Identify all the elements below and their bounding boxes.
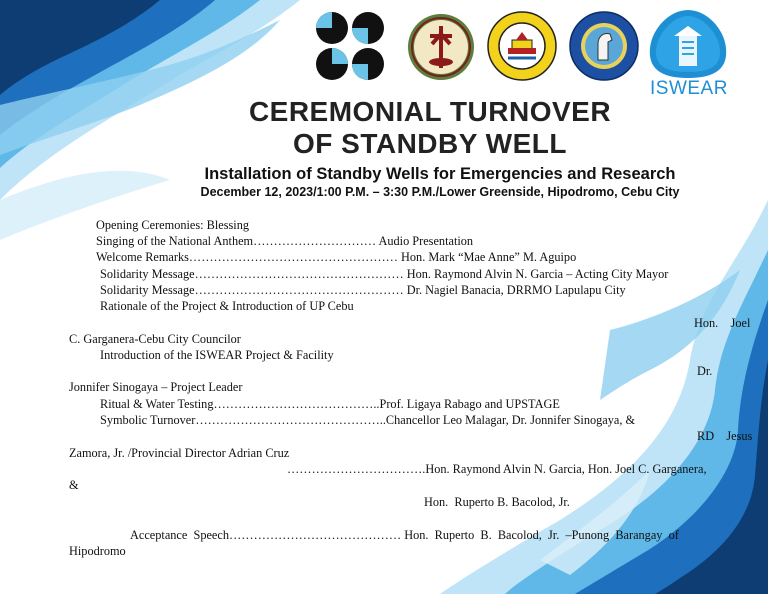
program-item-solidarity-1: Solidarity Message…………………………………………… Hon. Raymond Alvin N. Garcia – Acting City Mayor [100, 267, 669, 281]
program-speaker-turnover-d: …………………………….Hon. Raymond Alvin N. Garcia, Hon. Joel C. Garganera, [287, 462, 707, 476]
program-speaker-intro-a: Dr. [697, 364, 713, 378]
page-title-line-1: CEREMONIAL TURNOVER [248, 96, 612, 127]
program-speaker-turnover-c: Zamora, Jr. /Provincial Director Adrian Cruz [69, 446, 290, 460]
program-item-opening: Opening Ceremonies: Blessing [96, 218, 250, 232]
page-title-line-2: OF STANDBY WELL [292, 128, 567, 159]
program-item-acceptance: Acceptance Speech…………………………………… Hon. Ruperto B. Bacolod, Jr. –Punong Barangay of [130, 528, 679, 542]
program-speaker-turnover-b: RD Jesus [697, 429, 753, 443]
event-subtitle: Installation of Standby Wells for Emergencies and Research [204, 165, 676, 183]
program-speaker-acceptance-b: Hipodromo [69, 544, 126, 558]
program-speaker-turnover-e: & [69, 478, 79, 492]
iswear-label: ISWEAR [650, 78, 728, 99]
program-item-ritual: Ritual & Water Testing…………………………………..Prof. Ligaya Rabago and UPSTAGE [100, 397, 560, 411]
program-item-anthem: Singing of the National Anthem………………………… Audio Presentation [96, 234, 474, 248]
program-speaker-rationale-a: Hon. Joel [694, 316, 751, 330]
program-speaker-intro-b: Jonnifer Sinogaya – Project Leader [69, 380, 243, 394]
event-dateline: December 12, 2023/1:00 P.M. – 3:30 P.M./Lower Greenside, Hipodromo, Cebu City [200, 185, 680, 199]
program-item-welcome: Welcome Remarks…………………………………………… Hon. Mark “Mae Anne” M. Aguipo [96, 250, 577, 264]
program-item-solidarity-2: Solidarity Message…………………………………………… Dr. Nagiel Banacia, DRRMO Lapulapu City [100, 283, 626, 297]
program-item-intro-iswear: Introduction of the ISWEAR Project & Facility [100, 348, 334, 362]
program-speaker-turnover-f: Hon. Ruperto B. Bacolod, Jr. [424, 495, 570, 509]
program-speaker-rationale-b: C. Garganera-Cebu City Councilor [69, 332, 241, 346]
program-item-rationale: Rationale of the Project & Introduction of UP Cebu [100, 299, 354, 313]
program-item-turnover: Symbolic Turnover………………………………………..Chancellor Leo Malagar, Dr. Jonnifer Sinogaya, & [100, 413, 636, 427]
